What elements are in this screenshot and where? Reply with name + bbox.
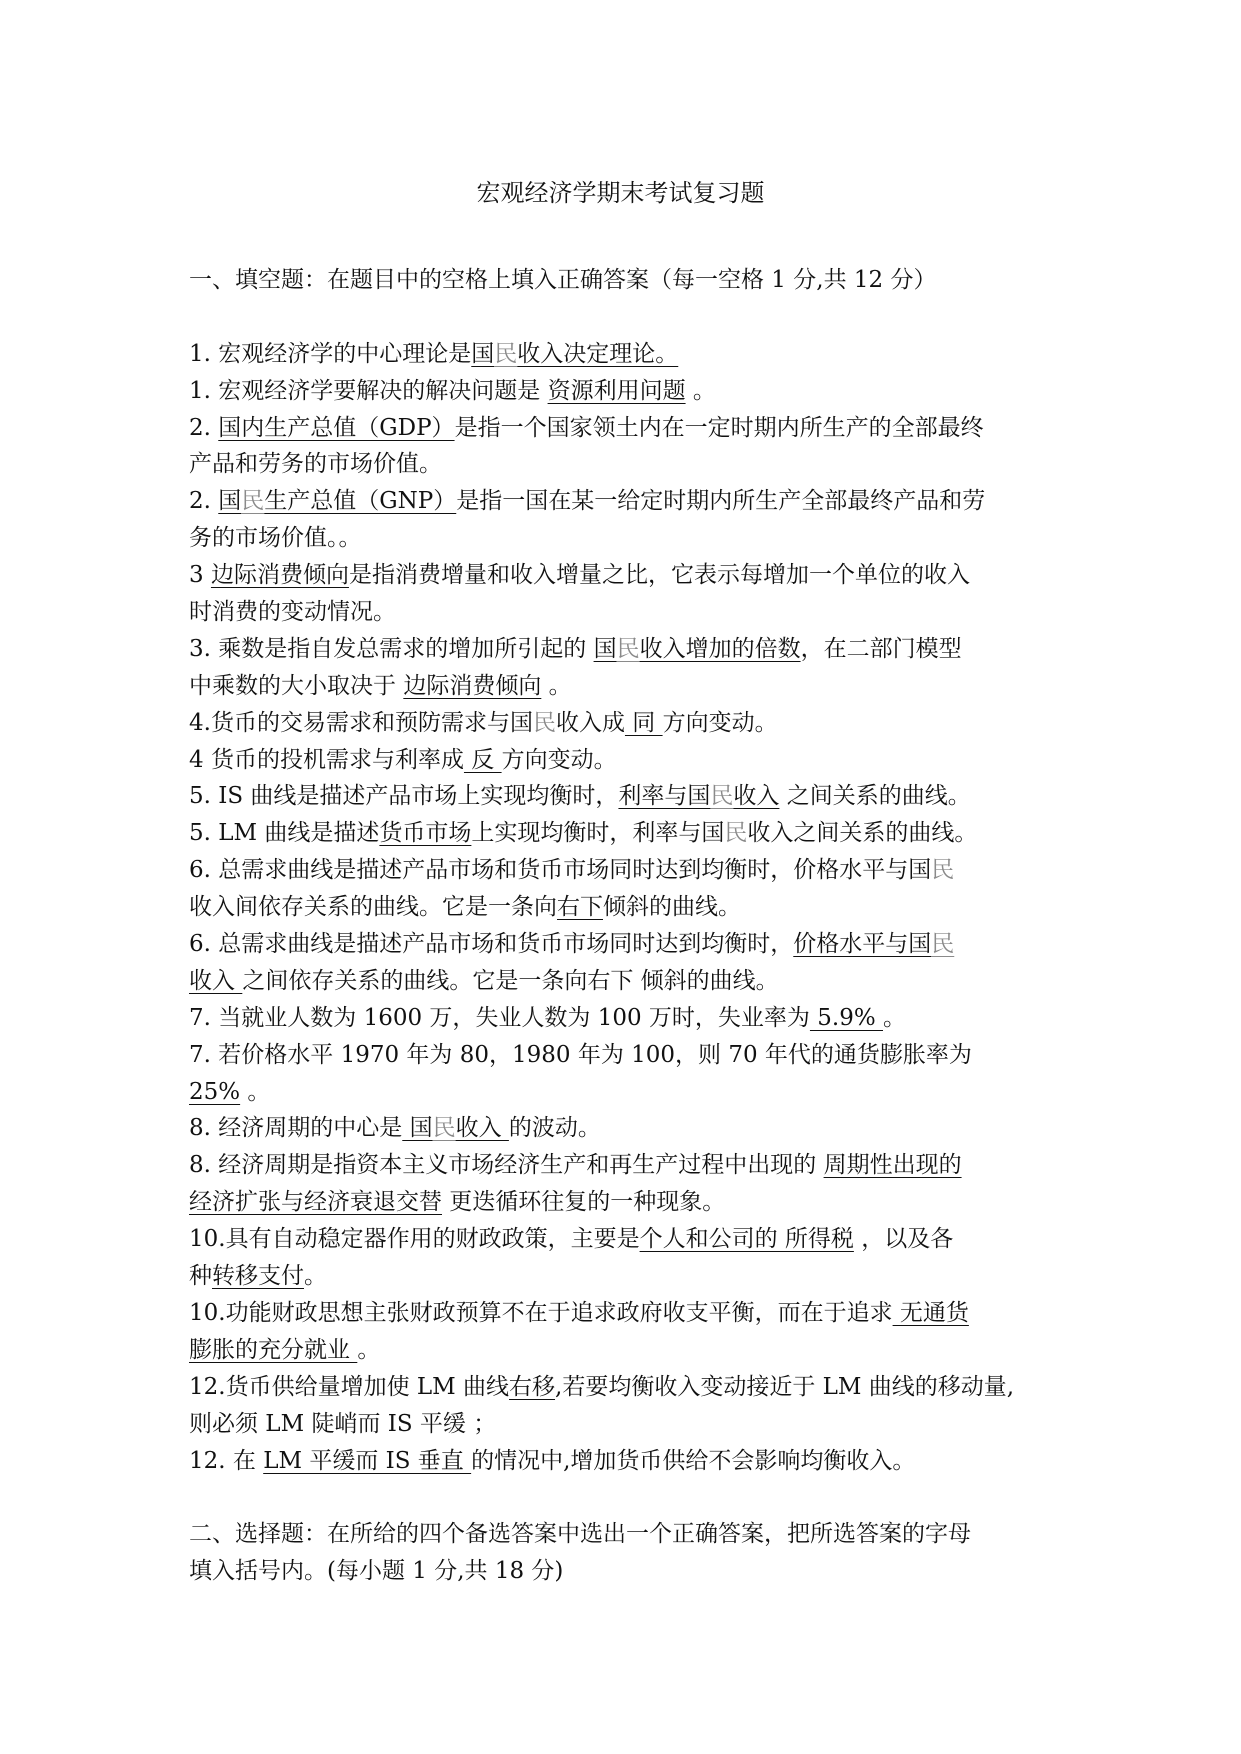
answer-text: 收入 [733,783,780,810]
question-text: 8. 经济周期是指资本主义市场经济生产和再生产过程中出现的 [189,1152,824,1179]
question-line [189,705,1069,742]
question-line [189,1295,1069,1332]
question-line [189,631,1069,668]
document-body [189,262,1069,1590]
question-line [189,815,1069,852]
answer-text: 膨胀的充分就业 [189,1336,358,1363]
question-line [189,410,1069,447]
answer-text: 边际消费倾向 [403,672,542,699]
question-text: 6. 总需求曲线是描述产品市场和货币市场同时达到均衡时， [189,931,794,958]
fill-blank-questions [189,336,1069,1480]
question-line [189,483,1069,520]
question-text: ,若要均衡收入变动接近于 LM 曲线的移动量, [555,1373,1015,1400]
question-line [189,1406,1069,1443]
answer-text: 国 [593,635,617,662]
answer-text: 右移 [509,1373,556,1400]
page-title: 宏观经济学期末考试复习题 [476,179,765,207]
section-heading-fill-blank: 一、填空题：在题目中的空格上填入正确答案（每一空格 1 分,共 12 分） [189,267,937,293]
answer-text: 货币市场 [379,820,472,847]
question-text: 7. 若价格水平 1970 年为 80，1980 年为 100，则 70 年代的通货膨胀率为 [189,1041,972,1068]
question-text: 3 [189,562,211,589]
answer-text: 边际消费倾向 [210,562,349,589]
question-text: 4 货币的投机需求与利率成 [189,746,464,773]
answer-text: 生产总值（GNP） [264,488,457,515]
answer-text: 收入 [189,967,243,994]
question-text: 1. 宏观经济学要解决的解决问题是 [189,377,548,404]
question-text: 5. IS 曲线是描述产品市场上实现均衡时， [189,783,619,810]
question-line [189,1110,1069,1147]
answer-text: LM 平缓而 IS 垂直 [263,1447,472,1474]
question-text: 则必须 LM 陡峭而 IS 平缓 ； [189,1410,497,1437]
question-text: 。 [685,377,716,404]
answer-text: 转移支付 [212,1263,304,1290]
question-line [189,520,1069,557]
question-line [189,1369,1069,1406]
question-text: 民 [724,820,748,847]
question-text: 之间依存关系的曲线。它是一条向右下 倾斜的曲线。 [242,967,779,994]
answer-text: 收入增加的倍数 [639,635,801,662]
question-text: 2. [189,488,219,515]
answer-text: 无通货 [892,1299,969,1326]
question-text: 方向变动。 [662,709,778,736]
question-line [189,1147,1069,1184]
section-heading-multiple-choice-cont: 填入括号内。(每小题 1 分,共 18 分) [189,1558,564,1585]
question-text: ，在二部门模型 [800,635,962,662]
question-line [189,1000,1069,1037]
question-line [189,1443,1069,1480]
question-text: 。 [541,672,572,699]
question-text: 务的市场价值。。 [189,525,362,552]
question-text: 4.货币的交易需求和预防需求与国 [189,709,533,736]
answer-text: 经济扩张与经济衰退交替 [189,1189,442,1216]
answer-text: 国 [402,1115,433,1142]
question-text: 是指一个国家领土内在一定时期内所生产的全部最终 [454,414,984,441]
question-text: 。 [357,1336,381,1363]
question-line [189,1221,1069,1258]
question-line [189,446,1069,483]
question-line [189,778,1069,815]
question-line [189,889,1069,926]
answer-text: 国内生产总值（GDP） [218,414,455,441]
question-line [189,963,1069,1000]
question-text: 。 [304,1263,327,1290]
answer-text: 民 [931,931,955,958]
question-line [189,852,1069,889]
question-text: 更迭循环往复的一种现象。 [442,1189,726,1216]
answer-text: 5.9% [809,1004,883,1031]
question-line [189,1184,1069,1221]
question-text: 5. LM 曲线是描述 [189,820,380,847]
answer-text: 国 [471,340,495,367]
blank-line [189,299,1069,336]
section-heading-multiple-choice: 二、选择题：在所给的四个备选答案中选出一个正确答案，把所选答案的字母 [189,1521,971,1548]
question-text: 民 [931,857,955,884]
question-text: 。 [883,1004,906,1031]
question-text: 种 [189,1263,212,1290]
question-text: 2. [189,414,219,441]
question-line [189,668,1069,705]
question-text: 倾斜的曲线。 [603,894,741,921]
answer-text: 反 [463,746,502,773]
question-text: 收入间依存关系的曲线。它是一条向 [189,894,557,921]
answer-text: 收入 [455,1115,509,1142]
answer-text: 民 [494,340,518,367]
question-text: 。 [240,1078,271,1105]
question-line [189,594,1069,631]
question-line [189,1074,1069,1111]
answer-text: 民 [710,783,734,810]
question-line [189,1258,1069,1295]
answer-text: 个人和公司的 所得税 [639,1226,854,1253]
question-text: 1. 宏观经济学的中心理论是 [189,340,472,367]
blank-line [189,1479,1069,1516]
answer-text: 周期性出现的 [823,1152,962,1179]
answer-text: 同 [624,709,663,736]
answer-text: 右下 [557,894,603,921]
question-text: 10.功能财政思想主张财政预算不在于追求政府收支平衡，而在于追求 [189,1299,893,1326]
question-text: 10.具有自动稳定器作用的财政政策，主要是 [189,1226,640,1253]
question-text: 12. 在 [189,1447,264,1474]
question-text: 7. 当就业人数为 1600 万，失业人数为 100 万时，失业率为 [189,1004,810,1031]
answer-text: 收入决定理论。 [517,340,679,367]
question-line [189,1332,1069,1369]
question-text: 收入成 [555,709,625,736]
answer-text: 民 [616,635,640,662]
answer-text: 民 [241,488,265,515]
question-text: 的情况中,增加货币供给不会影响均衡收入。 [471,1447,916,1474]
question-text: 是指一国在某一给定时期内所生产全部最终产品和劳 [456,488,986,515]
question-text: 12.货币供给量增加使 LM 曲线 [189,1373,510,1400]
question-line [189,926,1069,963]
question-text: 3. 乘数是指自发总需求的增加所引起的 [189,635,594,662]
question-line [189,742,1069,779]
answer-text: 25% [189,1078,241,1105]
answer-text: 利率与国 [618,783,711,810]
question-text: 8. 经济周期的中心是 [189,1115,403,1142]
question-text: 6. 总需求曲线是描述产品市场和货币市场同时达到均衡时，价格水平与国 [189,857,932,884]
question-line [189,1037,1069,1074]
question-line [189,373,1069,410]
question-text: 中乘数的大小取决于 [189,672,404,699]
answer-text: 资源利用问题 [547,377,686,404]
question-text: 方向变动。 [501,746,617,773]
answer-text: 民 [432,1115,456,1142]
question-text: 上实现均衡时，利率与国 [471,820,725,847]
question-text: 民 [532,709,556,736]
question-text: 收入之间关系的曲线。 [747,820,978,847]
question-line [189,557,1069,594]
question-text: 产品和劳务的市场价值。 [189,451,442,478]
question-text: 之间关系的曲线。 [779,783,971,810]
question-text: 时消费的变动情况。 [189,599,396,626]
answer-text: 国 [218,488,242,515]
question-line [189,336,1069,373]
question-text: 的波动。 [508,1115,601,1142]
question-text: ，以及各 [853,1226,954,1253]
question-text: 是指消费增量和收入增量之比，它表示每增加一个单位的收入 [348,562,970,589]
answer-text: 价格水平与国 [793,931,932,958]
